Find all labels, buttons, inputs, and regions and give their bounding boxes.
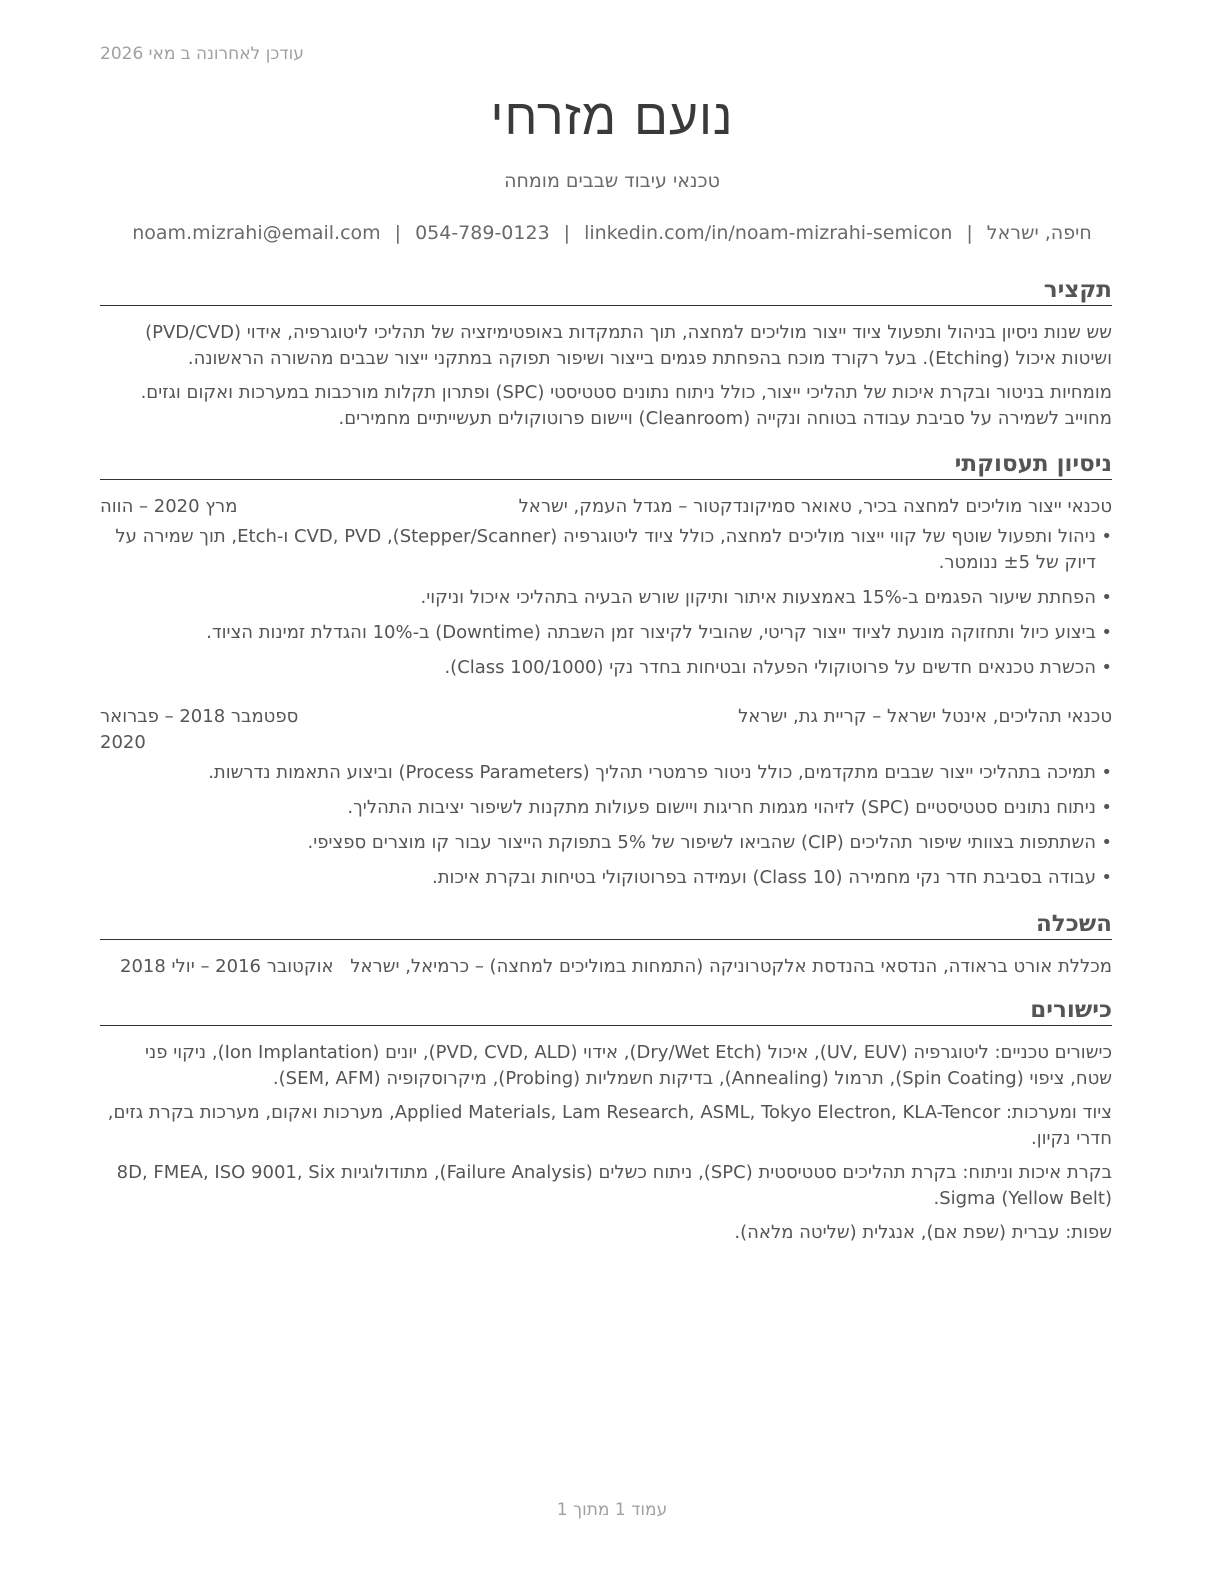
job-role: טכנאי ייצור מוליכים למחצה בכיר, טאואר סמיקונדקטור – מגדל העמק, ישראל <box>518 496 1112 517</box>
job-entry <box>100 494 1112 681</box>
job-dates: ספטמבר 2018 – פברואר 2020 <box>100 706 299 753</box>
resume-content <box>100 276 1112 1246</box>
job-bullet: • ניהול ותפעול שוטף של קווי ייצור מוליכים למחצה, כולל ציוד ליטוגרפיה (Stepper/Scanner), CVD, PVD ו-Etch, תוך שמירה על דיוק של ±5 ננומטר. <box>100 524 1112 576</box>
contact-separator: | <box>966 222 973 244</box>
job-bullet: • ניתוח נתונים סטטיסטיים (SPC) לזיהוי מגמות חריגות ויישום פעולות מתקנות לשיפור יציבות התהליך. <box>100 795 1112 821</box>
job-bullets <box>100 760 1112 891</box>
skill-line: ציוד ומערכות: Applied Materials, Lam Research, ASML, Tokyo Electron, KLA-Tencor, מערכות ואקום, מערכות בקרת גזים, חדרי נקיון. <box>107 1102 1112 1149</box>
job-bullet: • עבודה בסביבת חדר נקי מחמירה (Class 10) ועמידה בפרוטוקולי בטיחות ובקרת איכות. <box>100 865 1112 891</box>
skill-line: שפות: עברית (שפת אם), אנגלית (שליטה מלאה). <box>734 1222 1112 1243</box>
education-heading: השכלה <box>100 910 1112 940</box>
job-bullet: • השתתפות בצוותי שיפור תהליכים (CIP) שהביאו לשיפור של 5% בתפוקת הייצור עבור קו מוצרים ספציפי. <box>100 830 1112 856</box>
contact-linkedin[interactable]: linkedin.com/in/noam-mizrahi-semicon <box>584 222 953 244</box>
experience-section <box>100 450 1112 891</box>
candidate-title: טכנאי עיבוד שבבים מומחה <box>504 170 720 192</box>
job-dates: מרץ 2020 – הווה <box>100 496 238 517</box>
page-footer: עמוד 1 מתוך 1 <box>556 1500 668 1520</box>
education-section <box>100 910 1112 980</box>
job-bullet: • הכשרת טכנאים חדשים על פרוטוקולי הפעלה ובטיחות בחדר נקי (Class 100/1000). <box>100 655 1112 681</box>
contact-separator: | <box>394 222 402 244</box>
job-role: טכנאי תהליכים, אינטל ישראל – קריית גת, ישראל <box>738 706 1112 727</box>
job-header <box>100 704 1112 756</box>
contact-location: חיפה, ישראל <box>986 222 1092 244</box>
summary-section <box>100 276 1112 432</box>
job-entry <box>100 704 1112 891</box>
job-bullet: • תמיכה בתהליכי ייצור שבבים מתקדמים, כולל ניטור פרמטרי תהליך (Process Parameters) וביצוע התאמות נדרשות. <box>100 760 1112 786</box>
experience-heading: ניסיון תעסוקתי <box>100 450 1112 480</box>
education-dates: אוקטובר 2016 – יולי 2018 <box>120 956 334 977</box>
contact-phone[interactable]: 054-789-0123 <box>415 222 550 244</box>
contact-email[interactable]: noam.mizrahi@email.com <box>132 222 381 244</box>
candidate-name: נועם מזרחי <box>490 88 734 146</box>
summary-paragraph: מומחיות בניטור ובקרת איכות של תהליכי ייצור, כולל ניתוח נתונים סטטיסטי (SPC) ופתרון תקלות מורכבות במערכות ואקום וגזים. מחוייב לשמירה על סביבת עבודה בטוחה ונקייה (Cleanroom) ויישום פרוטוקולים תעשייתיים מחמירים. <box>140 382 1112 429</box>
job-bullet: • הפחתת שיעור הפגמים ב-15% באמצעות איתור ותיקון שורש הבעיה בתהליכי איכול וניקוי. <box>100 585 1112 611</box>
contact-line <box>0 222 1224 244</box>
skills-section <box>100 996 1112 1246</box>
skill-line: בקרת איכות וניתוח: בקרת תהליכים סטטיסטית (SPC), ניתוח כשלים (Failure Analysis), מתודולוגיות 8D, FMEA, ISO 9001, Six Sigma (Yellow Belt). <box>116 1162 1112 1209</box>
job-bullet: • ביצוע כיול ותחזוקה מונעת לציוד ייצור קריטי, שהוביל לקיצור זמן השבתה (Downtime) ב-10% והגדלת זמינות הציוד. <box>100 620 1112 646</box>
summary-heading: תקציר <box>100 276 1112 306</box>
job-header <box>100 494 1112 520</box>
summary-paragraph: שש שנות ניסיון בניהול ותפעול ציוד ייצור מוליכים למחצה, תוך התמקדות באופטימיזציה של תהליכי ליטוגרפיה, אידוי (PVD/CVD) ושיטות איכול (Etching). בעל רקורד מוכח בהפחתת פגמים בייצור ושיפור תפוקה במתקני ייצור שבבים מהשורה הראשונה. <box>145 322 1112 369</box>
skill-line: כישורים טכניים: ליטוגרפיה (UV, EUV), איכול (Dry/Wet Etch), אידוי (PVD, CVD, ALD), יונים (Ion Implantation), ניקוי פני שטח, ציפוי (Spin Coating), תרמול (Annealing), בדיקות חשמליות (Probing), מיקרוסקופיה (SEM, AFM). <box>145 1042 1112 1089</box>
education-institution: מכללת אורט בראודה, הנדסאי בהנדסת אלקטרוניקה (התמחות במוליכים למחצה) – כרמיאל, ישראל <box>350 956 1112 977</box>
education-entry <box>100 954 1112 980</box>
last-updated: עודכן לאחרונה ב מאי 2026 <box>100 44 304 64</box>
skills-heading: כישורים <box>100 996 1112 1026</box>
job-bullets <box>100 524 1112 681</box>
contact-separator: | <box>563 222 571 244</box>
